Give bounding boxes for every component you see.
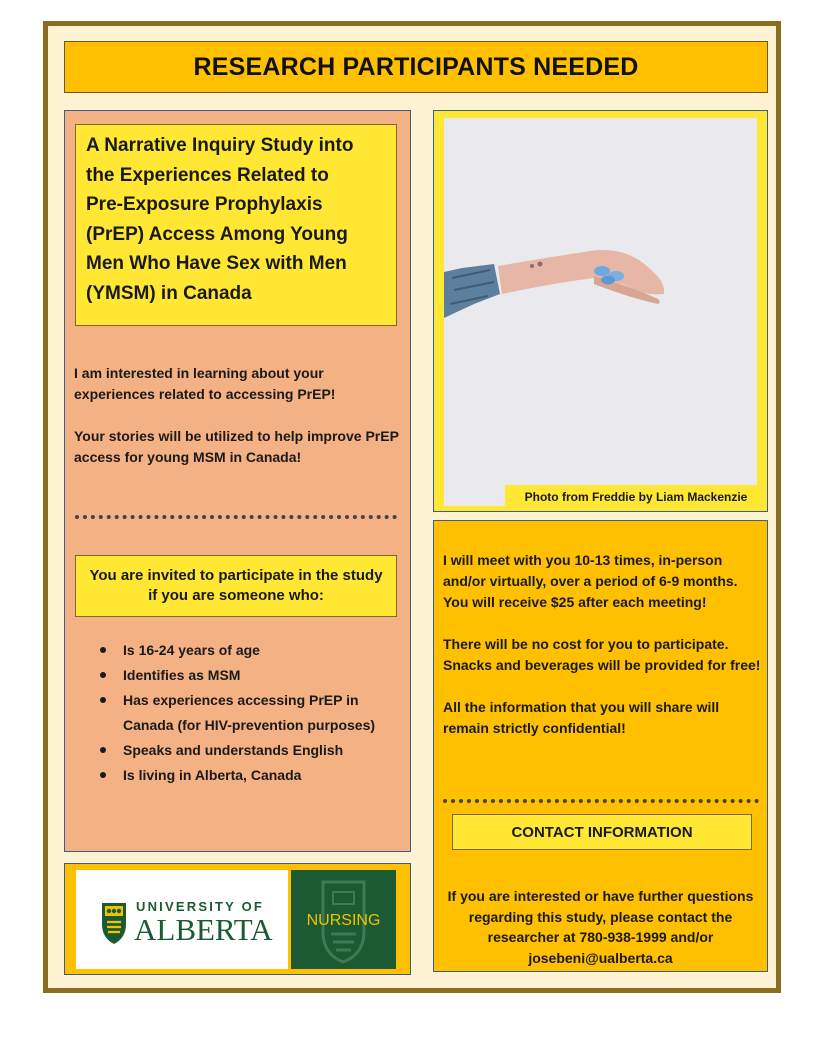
nursing-label: NURSING — [306, 912, 381, 929]
intro-paragraph: Your stories will be utilized to help improve PrEP access for young MSM in Canada! — [74, 428, 399, 465]
list-item: Speaks and understands English — [100, 738, 405, 763]
list-item: Is living in Alberta, Canada — [100, 763, 405, 788]
list-item: Has experiences accessing PrEP in Canada (for HIV-prevention purposes) — [100, 688, 405, 738]
eligibility-heading: You are invited to participate in the study if you are someone who: — [75, 555, 397, 617]
tattoo-mark — [530, 264, 534, 268]
list-item: Is 16-24 years of age — [100, 638, 405, 663]
ua-wordmark-main: ALBERTA — [134, 912, 273, 947]
nursing-book-icon — [333, 892, 354, 904]
ua-wordmark-top: UNIVERSITY OF — [136, 899, 265, 914]
details-paragraph: There will be no cost for you to participate. Snacks and beverages will be provided for free! — [443, 636, 761, 673]
intro-text — [74, 363, 404, 489]
photo-caption: Photo from Freddie by Liam Mackenzie — [505, 485, 767, 509]
study-title-box — [75, 124, 397, 326]
intro-paragraph: I am interested in learning about your experiences related to accessing PrEP! — [74, 365, 336, 402]
study-title-line: the Experiences Related to — [86, 164, 329, 186]
dotted-divider — [443, 799, 759, 803]
study-title-line: (PrEP) Access Among Young — [86, 223, 348, 245]
photo-background — [444, 118, 757, 506]
study-details — [443, 550, 761, 760]
pill-icon — [594, 266, 610, 276]
study-title-line: Pre-Exposure Prophylaxis — [86, 194, 323, 215]
tattoo-mark — [538, 262, 543, 267]
eligibility-list — [100, 638, 405, 788]
list-item: Identifies as MSM — [100, 663, 405, 688]
nursing-shield-stripes — [331, 934, 356, 950]
header-banner — [64, 41, 768, 93]
page-title: RESEARCH PARTICIPANTS NEEDED — [193, 52, 639, 81]
ua-shield-dot — [107, 909, 111, 913]
pill-icon — [601, 276, 615, 285]
ualberta-logo-graphic — [76, 870, 288, 969]
details-paragraph: All the information that you will share will remain strictly confidential! — [443, 699, 720, 736]
photo-illustration — [444, 118, 757, 506]
dotted-divider — [75, 515, 397, 519]
study-title-line: Men Who Have Sex with Men — [86, 253, 347, 274]
ua-shield-dot — [117, 909, 121, 913]
university-of-alberta-logo — [76, 870, 288, 969]
details-paragraph: I will meet with you 10-13 times, in-person and/or virtually, over a period of 6-9 months. You will receive $25 after each meeting! — [443, 552, 738, 610]
contact-text: If you are interested or have further questions regarding this study, please contact the researcher at 780-938-1999 and/or josebeni@ualberta.ca — [447, 888, 754, 966]
contact-heading: CONTACT INFORMATION — [452, 814, 752, 850]
study-title-line: A Narrative Inquiry Study into — [86, 135, 354, 156]
ua-shield-dot — [112, 909, 116, 913]
study-title-line: (YMSM) in Canada — [86, 282, 252, 304]
hand-with-pills-photo — [444, 118, 757, 506]
nursing-logo — [291, 870, 396, 969]
nursing-logo-graphic — [291, 870, 396, 969]
